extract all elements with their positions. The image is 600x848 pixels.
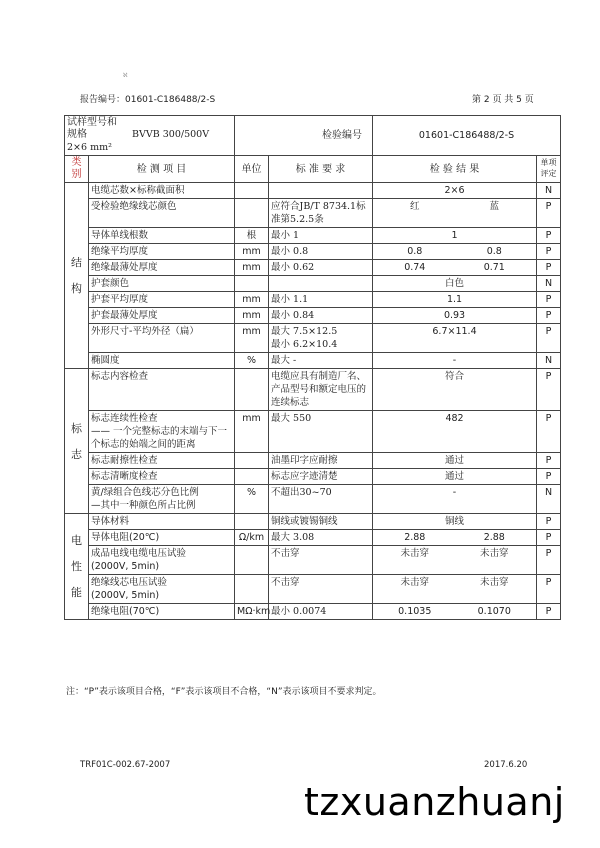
col-unit: 单位 (235, 156, 269, 183)
judgement-cell: P (537, 530, 561, 546)
judgement-cell: N (537, 276, 561, 292)
table-row (65, 469, 561, 485)
result-cell: 1.1 (373, 292, 537, 308)
unit-cell: mm (235, 308, 269, 324)
result-cell (373, 260, 537, 276)
judgement-cell: P (537, 469, 561, 485)
model-value: BVVB 300/500V 2×6 mm² (67, 129, 210, 153)
item-cell: 标志清晰度检查 (89, 469, 235, 485)
table-row (65, 308, 561, 324)
unit-cell: mm (235, 324, 269, 353)
unit-cell: % (235, 353, 269, 369)
requirement-cell (269, 183, 373, 199)
report-number: 报告编号：01601-C186488/2-S (80, 95, 216, 105)
item-cell: 护套平均厚度 (89, 292, 235, 308)
result-cell (373, 530, 537, 546)
result-cell: 2×6 (373, 183, 537, 199)
judgement-cell: P (537, 514, 561, 530)
requirement-cell: 最大 7.5×12.5 最小 6.2×10.4 (269, 324, 373, 353)
unit-cell (235, 514, 269, 530)
result-cell: 1 (373, 228, 537, 244)
col-judgement: 单项评定 (537, 156, 561, 183)
result-core-1: 未击穿 (400, 548, 430, 559)
model-label: 试样型号和规格 (67, 117, 117, 140)
result-cell: 482 (373, 411, 537, 453)
page-indicator: 第 2 页 共 5 页 (472, 95, 534, 105)
unit-cell (235, 546, 269, 575)
requirement-cell: 标志应字迹清楚 (269, 469, 373, 485)
requirement-cell: 最小 0.0074 (269, 604, 373, 620)
table-row (65, 244, 561, 260)
table-row (65, 604, 561, 620)
item-cell: 标志内容检查 (89, 369, 235, 411)
item-cell: 护套颜色 (89, 276, 235, 292)
result-core-1: 未击穿 (400, 577, 430, 588)
table-row (65, 276, 561, 292)
requirement-cell: 最大 550 (269, 411, 373, 453)
table-row (65, 369, 561, 411)
result-cell: - (373, 353, 537, 369)
table-row (65, 183, 561, 199)
unit-cell: MΩ·km (235, 604, 269, 620)
unit-cell (235, 276, 269, 292)
item-cell: 导体单线根数 (89, 228, 235, 244)
item-cell: 绝缘电阻(70℃) (89, 604, 235, 620)
result-cell (373, 546, 537, 575)
col-requirement: 标 准 要 求 (269, 156, 373, 183)
result-core-2: 0.1070 (477, 606, 511, 617)
judgement-cell: P (537, 324, 561, 353)
result-cell (373, 199, 537, 228)
table-row (65, 453, 561, 469)
inspect-label: 检验编号 (322, 130, 363, 141)
item-cell: 护套最薄处厚度 (89, 308, 235, 324)
unit-cell: % (235, 485, 269, 514)
result-core-2: 未击穿 (480, 548, 509, 559)
column-header-row (65, 156, 561, 183)
requirement-cell: 铜线或镀锡铜线 (269, 514, 373, 530)
scan-mark: ℵ (123, 72, 128, 79)
judgement-cell: P (537, 292, 561, 308)
item-cell: 标志连续性检查 —— 一个完整标志的末端与下一个标志的始端之间的距离 (89, 411, 235, 453)
table-row (65, 292, 561, 308)
result-core-2: 0.71 (483, 262, 505, 273)
requirement-cell (269, 276, 373, 292)
item-cell: 受检验绝缘线芯颜色 (89, 199, 235, 228)
unit-cell (235, 575, 269, 604)
result-cell (373, 244, 537, 260)
unit-cell: mm (235, 292, 269, 308)
judgement-cell: N (537, 183, 561, 199)
requirement-cell: 最小 0.84 (269, 308, 373, 324)
item-cell: 黄/绿组合色线芯分色比例 —其中一种颜色所占比例 (89, 485, 235, 514)
item-cell: 绝缘最薄处厚度 (89, 260, 235, 276)
category-cell: 结 构 (65, 183, 89, 369)
form-date: 2017.6.20 (484, 760, 528, 770)
unit-cell (235, 369, 269, 411)
item-cell: 绝缘平均厚度 (89, 244, 235, 260)
requirement-cell: 最小 0.8 (269, 244, 373, 260)
item-cell: 成品电线电缆电压试验 (2000V, 5min) (89, 546, 235, 575)
result-cell: 6.7×11.4 (373, 324, 537, 353)
judgement-cell: P (537, 453, 561, 469)
table-row (65, 353, 561, 369)
table-row (65, 485, 561, 514)
result-cell: 0.93 (373, 308, 537, 324)
result-core-1: 2.88 (404, 532, 426, 543)
item-cell: 导体材料 (89, 514, 235, 530)
item-cell: 外形尺寸-平均外径（扁） (89, 324, 235, 353)
unit-cell: Ω/km (235, 530, 269, 546)
judgement-cell: P (537, 244, 561, 260)
result-core-1: 红 (410, 201, 420, 212)
requirement-cell: 不击穿 (269, 575, 373, 604)
requirement-cell: 最大 - (269, 353, 373, 369)
unit-cell (235, 469, 269, 485)
result-core-2: 0.8 (486, 246, 502, 257)
requirement-cell: 最小 1 (269, 228, 373, 244)
unit-cell (235, 453, 269, 469)
table-row (65, 199, 561, 228)
item-cell: 电缆芯数×标称截面积 (89, 183, 235, 199)
requirement-cell: 油墨印字应耐擦 (269, 453, 373, 469)
table-row (65, 530, 561, 546)
requirement-cell: 不超出30~70 (269, 485, 373, 514)
requirement-cell: 最小 1.1 (269, 292, 373, 308)
judgement-cell: P (537, 308, 561, 324)
table-row (65, 260, 561, 276)
table-row (65, 411, 561, 453)
category-cell: 电 性 能 (65, 514, 89, 620)
judgement-cell: P (537, 228, 561, 244)
judgement-cell: N (537, 353, 561, 369)
judgement-cell: N (537, 485, 561, 514)
judgement-cell: P (537, 199, 561, 228)
requirement-cell: 应符合JB/T 8734.1标准第5.2.5条 (269, 199, 373, 228)
result-cell: 铜线 (373, 514, 537, 530)
judgement-cell: P (537, 369, 561, 411)
result-core-2: 蓝 (489, 201, 500, 212)
requirement-cell: 最大 3.08 (269, 530, 373, 546)
result-core-1: 0.8 (407, 246, 423, 257)
judgement-cell: P (537, 260, 561, 276)
item-cell: 绝缘线芯电压试验 (2000V, 5min) (89, 575, 235, 604)
item-cell: 椭圆度 (89, 353, 235, 369)
table-row (65, 575, 561, 604)
result-cell: 通过 (373, 453, 537, 469)
result-cell: 符合 (373, 369, 537, 411)
unit-cell: 根 (235, 228, 269, 244)
result-core-1: 0.1035 (398, 606, 432, 617)
col-item: 检 测 项 目 (89, 156, 235, 183)
requirement-cell: 不击穿 (269, 546, 373, 575)
table-row (65, 546, 561, 575)
item-cell: 导体电阻(20℃) (89, 530, 235, 546)
table-row (65, 228, 561, 244)
unit-cell: mm (235, 244, 269, 260)
item-cell: 标志耐擦性检查 (89, 453, 235, 469)
unit-cell (235, 183, 269, 199)
unit-cell: mm (235, 260, 269, 276)
judgement-cell: P (537, 604, 561, 620)
unit-cell: mm (235, 411, 269, 453)
inspect-value: 01601-C186488/2-S (373, 116, 561, 156)
watermark: tzxuanzhuanj (304, 780, 565, 824)
result-cell (373, 575, 537, 604)
result-cell (373, 604, 537, 620)
info-row (65, 116, 561, 156)
requirement-cell: 电缆应具有制造厂名、产品型号和额定电压的连续标志 (269, 369, 373, 411)
table-row (65, 324, 561, 353)
result-core-2: 2.88 (483, 532, 505, 543)
result-core-1: 0.74 (404, 262, 426, 273)
result-cell: 通过 (373, 469, 537, 485)
report-table (64, 115, 561, 620)
table-row (65, 514, 561, 530)
col-category: 类别 (65, 156, 89, 183)
footnote: 注：“P”表示该项目合格，“F”表示该项目不合格，“N”表示该项目不要求判定。 (66, 687, 382, 697)
category-cell: 标 志 (65, 369, 89, 514)
judgement-cell: P (537, 411, 561, 453)
result-cell: - (373, 485, 537, 514)
judgement-cell: P (537, 546, 561, 575)
col-result: 检 验 结 果 (373, 156, 537, 183)
unit-cell (235, 199, 269, 228)
result-cell: 白色 (373, 276, 537, 292)
form-code: TRF01C-002.67-2007 (80, 760, 171, 770)
judgement-cell: P (537, 575, 561, 604)
requirement-cell: 最小 0.62 (269, 260, 373, 276)
result-core-2: 未击穿 (480, 577, 509, 588)
